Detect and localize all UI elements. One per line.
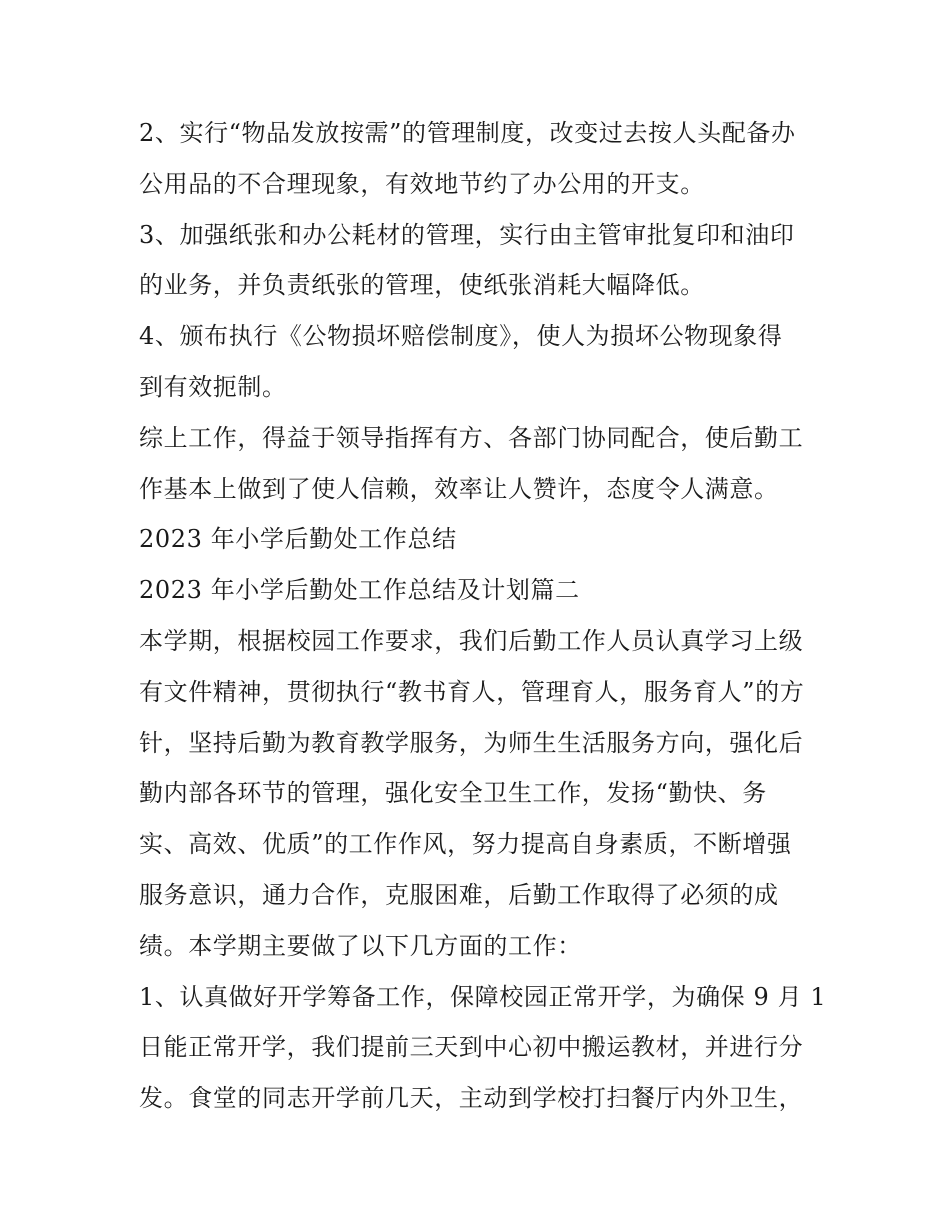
text-line: 到有效扼制。 (139, 372, 287, 401)
text-line: 日能正常开学，我们提前三天到中心初中搬运教材，并进行分 (139, 1033, 804, 1062)
document-body (139, 108, 827, 1124)
text-line: 勤内部各环节的管理，强化安全卫生工作，发扬“勤快、务 (139, 779, 767, 808)
text-line: 有文件精神，贯彻执行“教书育人，管理育人，服务育人”的方 (139, 677, 805, 706)
text-line: 绩。本学期主要做了以下几方面的工作： (139, 931, 582, 960)
text-line: 发。食堂的同志开学前几天，主动到学校打扫餐厅内外卫生， (139, 1084, 804, 1113)
text-line: 作基本上做到了使人信赖，效率让人赞许，态度令人满意。 (139, 474, 779, 503)
text-line: 公用品的不合理现象，有效地节约了办公用的开支。 (139, 169, 705, 198)
text-line: 针，坚持后勤为教育教学服务，为师生生活服务方向，强化后 (139, 728, 804, 757)
text-line: 1、认真做好开学筹备工作，保障校园正常开学，为确保 9 月 1 (139, 982, 827, 1011)
heading-line: 2023 年小学后勤处工作总结及计划篇二 (139, 576, 580, 605)
text-line: 实、高效、优质”的工作作风，努力提高自身素质，不断增强 (139, 830, 792, 859)
heading-line: 2023 年小学后勤处工作总结 (139, 525, 457, 554)
text-line: 4、颁布执行《公物损坏赔偿制度》，使人为损坏公物现象得 (139, 322, 783, 351)
text-line: 2、实行“物品发放按需”的管理制度，改变过去按人头配备办 (139, 119, 796, 147)
text-line: 本学期，根据校园工作要求，我们后勤工作人员认真学习上级 (139, 626, 804, 655)
text-line: 的业务，并负责纸张的管理，使纸张消耗大幅降低。 (139, 271, 705, 300)
text-line: 综上工作，得益于领导指挥有方、各部门协同配合，使后勤工 (139, 423, 804, 452)
text-line: 服务意识，通力合作，克服困难，后勤工作取得了必须的成 (139, 880, 779, 909)
text-line: 3、加强纸张和办公耗材的管理，实行由主管审批复印和油印 (139, 220, 795, 249)
